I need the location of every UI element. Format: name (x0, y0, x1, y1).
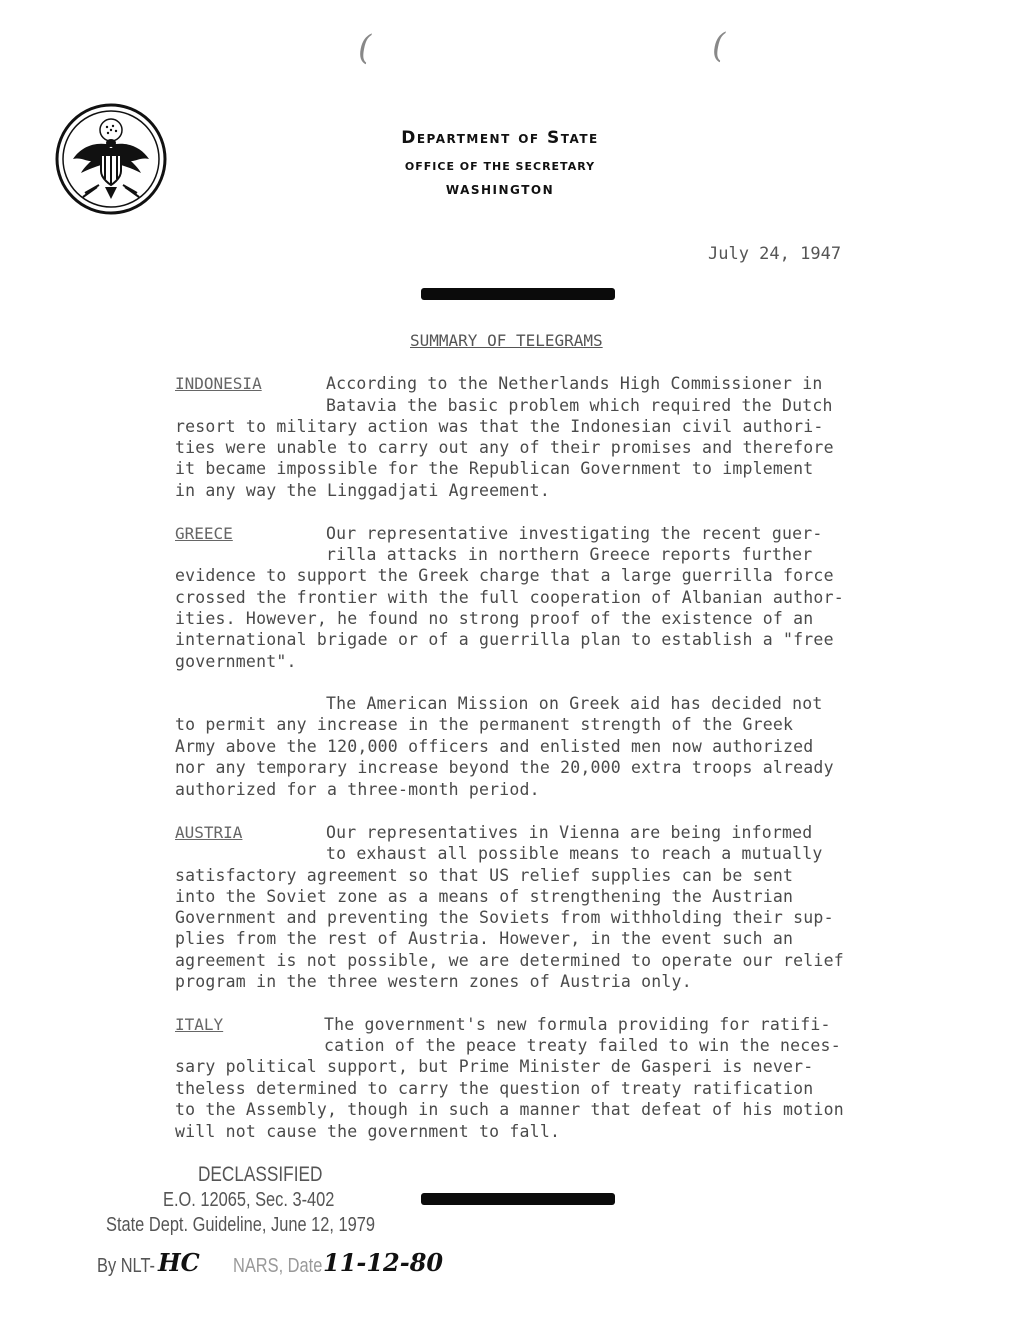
text-line: cation of the peace treaty failed to win the neces- (324, 1036, 841, 1055)
text-line: crossed the frontier with the full cooperation of Albanian author- (175, 588, 844, 607)
text-line: rilla attacks in northern Greece reports further (326, 545, 813, 564)
text-line: in any way the Linggadjati Agreement. (175, 481, 550, 500)
declassified-by-prefix: By NLT- (97, 1255, 156, 1277)
redaction-bar-top (421, 288, 615, 300)
text-line: to permit any increase in the permanent strength of the Greek (175, 715, 794, 734)
text-line: resort to military action was that the Indonesian civil authori- (175, 417, 824, 436)
text-line: to the Assembly, though in such a manner that defeat of his motion (175, 1100, 844, 1119)
stray-mark: ( (358, 28, 372, 68)
declassified-initials: HC (158, 1248, 200, 1277)
office-name: OFFICE OF THE SECRETARY (404, 160, 596, 173)
department-seal-icon (55, 103, 167, 215)
section-label-indonesia: INDONESIA (175, 374, 262, 393)
city-name: WASHINGTON (445, 183, 555, 197)
text-line: authorized for a three-month period. (175, 780, 540, 799)
text-line: government". (175, 652, 297, 671)
text-line: into the Soviet zone as a means of strengthening the Austrian (175, 887, 794, 906)
declassified-heading: DECLASSIFIED (198, 1163, 323, 1186)
text-line: satisfactory agreement so that US relief supplies can be sent (175, 866, 794, 885)
text-line: plies from the rest of Austria. However, in the event such an (175, 929, 794, 948)
summary-title: SUMMARY OF TELEGRAMS (410, 331, 603, 350)
section-label-greece: GREECE (175, 524, 233, 543)
text-line: Batavia the basic problem which required the Dutch (326, 396, 833, 415)
text-line: international brigade or of a guerrilla plan to establish a "free (175, 630, 834, 649)
redaction-bar-bottom (421, 1193, 615, 1205)
text-line: to exhaust all possible means to reach a mutually (326, 844, 823, 863)
text-line: ties were unable to carry out any of their promises and therefore (175, 438, 834, 457)
text-line: According to the Netherlands High Commissioner in (326, 374, 823, 393)
declassified-guideline: State Dept. Guideline, June 12, 1979 (106, 1214, 375, 1236)
text-line: The American Mission on Greek aid has decided not (326, 694, 823, 713)
text-line: Our representatives in Vienna are being informed (326, 823, 813, 842)
department-name: Department of State (401, 128, 599, 148)
text-line: evidence to support the Greek charge that a large guerrilla force (175, 566, 834, 585)
text-line: Army above the 120,000 officers and enlisted men now authorized (175, 737, 814, 756)
text-line: theless determined to carry the question of treaty ratification (175, 1079, 814, 1098)
declassified-date: 11-12-80 (323, 1248, 444, 1277)
document-date: July 24, 1947 (708, 244, 842, 264)
text-line: The government's new formula providing for ratifi- (324, 1015, 831, 1034)
declassified-nars: NARS, Date (233, 1255, 323, 1277)
text-line: program in the three western zones of Austria only. (175, 972, 692, 991)
text-line: will not cause the government to fall. (175, 1122, 561, 1141)
declassified-eo: E.O. 12065, Sec. 3-402 (163, 1189, 335, 1211)
section-label-italy: ITALY (175, 1015, 224, 1034)
text-line: sary political support, but Prime Minister de Gasperi is never- (175, 1057, 814, 1076)
text-line: Government and preventing the Soviets from withholding their sup- (175, 908, 834, 927)
text-line: nor any temporary increase beyond the 20,000 extra troops already (175, 758, 834, 777)
text-line: agreement is not possible, we are determined to operate our relief (175, 951, 844, 970)
section-label-austria: AUSTRIA (175, 823, 243, 842)
text-line: Our representative investigating the recent guer- (326, 524, 823, 543)
text-line: ities. However, he found no strong proof of the existence of an (175, 609, 814, 628)
text-line: it became impossible for the Republican Government to implement (175, 459, 814, 478)
stray-mark: ( (712, 26, 726, 66)
